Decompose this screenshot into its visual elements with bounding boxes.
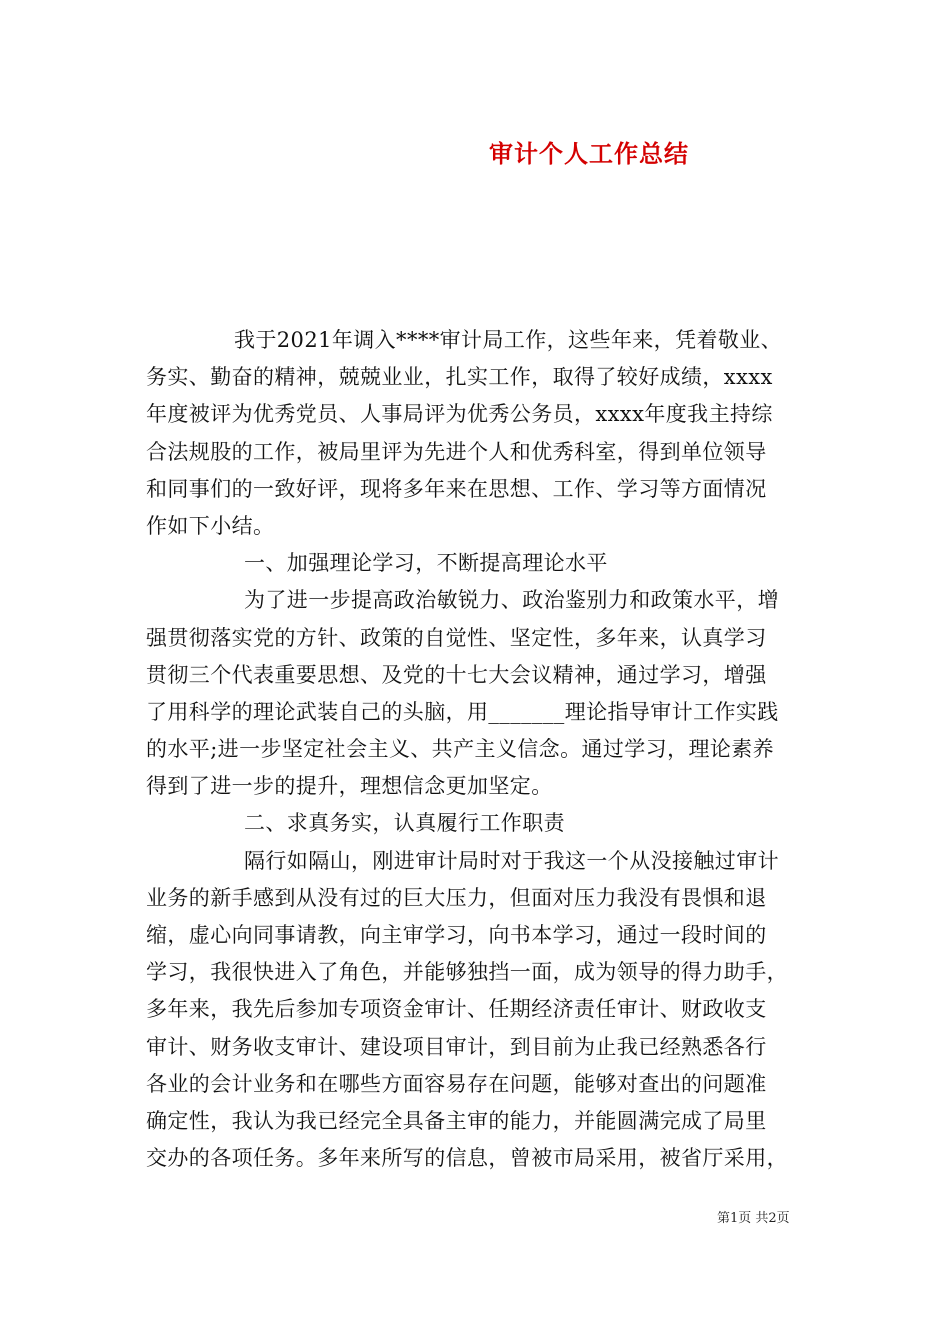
paragraph-line: 合法规股的工作，被局里评为先进个人和优秀科室，得到单位领导 <box>146 439 767 464</box>
section-heading: 一、加强理论学习，不断提高理论水平 <box>244 551 608 576</box>
paragraph-line: 各业的会计业务和在哪些方面容易存在问题，能够对查出的问题准 <box>146 1071 767 1096</box>
paragraph-line: 得到了进一步的提升，理想信念更加坚定。 <box>146 774 553 799</box>
paragraph-line: 为了进一步提高政治敏锐力、政治鉴别力和政策水平，增 <box>244 588 779 613</box>
paragraph-line: 和同事们的一致好评，现将多年来在思想、工作、学习等方面情况 <box>146 476 767 501</box>
paragraph-line: 贯彻三个代表重要思想、及党的十七大会议精神，通过学习，增强 <box>146 662 767 687</box>
paragraph-line: 确定性，我认为我已经完全具备主审的能力，并能圆满完成了局里 <box>146 1108 767 1133</box>
paragraph-line: 隔行如隔山，刚进审计局时对于我这一个从没接触过审计 <box>244 848 779 873</box>
paragraph-line: 的水平;进一步坚定社会主义、共产主义信念。通过学习，理论素养 <box>146 737 775 762</box>
paragraph-line: 我于2021年调入****审计局工作，这些年来，凭着敬业、 <box>234 328 783 352</box>
page-number-footer: 第1页 共2页 <box>717 1211 790 1226</box>
paragraph-line: 年度被评为优秀党员、人事局评为优秀公务员，xxxx年度我主持综 <box>146 402 773 427</box>
section-heading: 二、求真务实，认真履行工作职责 <box>244 811 565 836</box>
paragraph-line: 多年来，我先后参加专项资金审计、任期经济责任审计、财政收支 <box>146 997 767 1022</box>
paragraph-line: 学习，我很快进入了角色，并能够独挡一面，成为领导的得力助手， <box>146 960 788 985</box>
paragraph-line: 交办的各项任务。多年来所写的信息，曾被市局采用，被省厅采用， <box>146 1146 788 1171</box>
paragraph-line: 作如下小结。 <box>146 513 275 538</box>
paragraph-line: 审计、财务收支审计、建设项目审计，到目前为止我已经熟悉各行 <box>146 1034 767 1059</box>
document-title: 审计个人工作总结 <box>489 139 689 168</box>
paragraph-line: 缩，虚心向同事请教，向主审学习，向书本学习，通过一段时间的 <box>146 923 767 947</box>
paragraph-line: 强贯彻落实党的方针、政策的自觉性、坚定性，多年来，认真学习 <box>146 625 767 650</box>
paragraph-line: 了用科学的理论武装自己的头脑，用_______理论指导审计工作实践 <box>146 699 779 724</box>
document-body <box>146 322 818 1177</box>
paragraph-line: 业务的新手感到从没有过的巨大压力，但面对压力我没有畏惧和退 <box>146 885 767 910</box>
paragraph-line: 务实、勤奋的精神，兢兢业业，扎实工作，取得了较好成绩，xxxx <box>146 365 773 390</box>
